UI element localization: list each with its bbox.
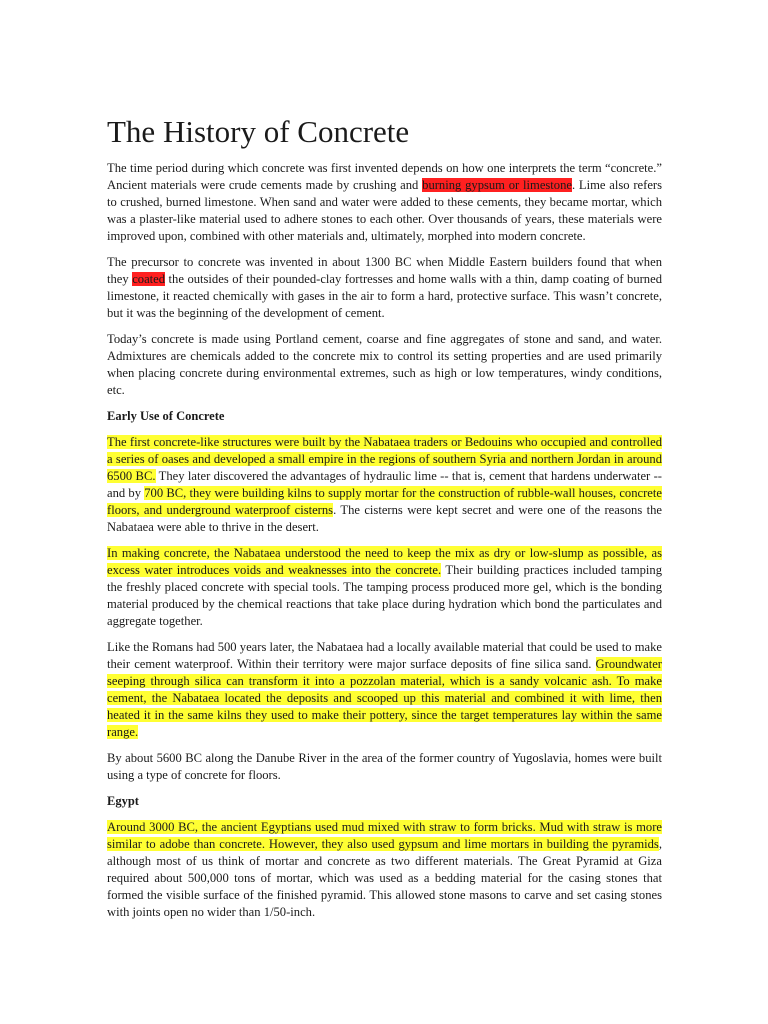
paragraph (107, 819, 662, 921)
text-run: Like the Romans had 500 years later, the Nabataea had a locally available material that could be used to make their cement waterproof. Within their territory were major surface deposits of fine silica sand. (107, 640, 662, 671)
text-run: the outsides of their pounded-clay fortresses and home walls with a thin, damp coating of burned limestone, it reacted chemically with gases in the air to form a hard, protective surface. This wasn’t concrete, but it was the beginning of the development of cement. (107, 272, 662, 320)
section-heading: Early Use of Concrete (107, 409, 225, 423)
paragraph (107, 434, 662, 536)
red-highlight: burning gypsum or limestone (422, 178, 572, 192)
text-run: . Lime also refers to crushed, burned limestone. When sand and water were added to these cements, they became mortar, which was a plaster-like material used to adhere stones to each other. Over thousands of years, these materials were improved upon, combined with other materials and, ultimately, morphed into modern concrete. (107, 178, 663, 243)
text-run: Today’s concrete is made using Portland cement, coarse and fine aggregates of stone and sand, and water. Admixtures are chemicals added to the concrete mix to control its setting properties and are used primarily when placing concrete during environmental extremes, such as high or low temperatures, windy conditions, etc. (107, 332, 662, 397)
text-run: , although most of us think of mortar and concrete as two different materials. The Great Pyramid at Giza required about 500,000 tons of mortar, which was used as a bedding material for the casing stones that formed the visible surface of the finished pyramid. This allowed stone masons to carve and set casing stones with joints open no wider than 1/50-inch. (107, 837, 662, 919)
yellow-highlight: 700 BC, they were building kilns to supply mortar for the construction of rubble-wall houses, concrete floors, and underground waterproof cisterns (107, 486, 662, 517)
document-page (107, 112, 662, 930)
text-run: By about 5600 BC along the Danube River in the area of the former country of Yugoslavia, homes were built using a type of concrete for floors. (107, 751, 662, 782)
text-run: They later discovered the advantages of hydraulic lime -- that is, cement that hardens underwater -- and by (107, 469, 662, 500)
document-title: The History of Concrete (107, 114, 410, 149)
text-run: . The cisterns were kept secret and were one of the reasons the Nabataea were able to thrive in the desert. (107, 503, 662, 534)
section-heading: Egypt (107, 794, 139, 808)
text-run: The precursor to concrete was invented in about 1300 BC when Middle Eastern builders found that when they (107, 255, 662, 286)
yellow-highlight: Around 3000 BC, the ancient Egyptians used mud mixed with straw to form bricks. Mud with straw is more similar to adobe than concrete. However, they also used gypsum and lime mortars in building the pyramids (107, 820, 662, 851)
document-body (107, 160, 662, 921)
paragraph (107, 160, 662, 245)
paragraph (107, 750, 662, 784)
paragraph (107, 545, 662, 630)
yellow-highlight: Groundwater seeping through silica can transform it into a pozzolan material, which is a sandy volcanic ash. To make cement, the Nabataea located the deposits and scooped up this material and combined it with lime, then heated it in the same kilns they used to make their pottery, since the target temperatures lay within the same range. (107, 657, 662, 739)
red-highlight: coated (132, 272, 166, 286)
text-run: The time period during which concrete was first invented depends on how one interprets the term “concrete.” Ancient materials were crude cements made by crushing and (107, 161, 662, 192)
paragraph (107, 254, 662, 322)
paragraph (107, 639, 662, 741)
yellow-highlight: In making concrete, the Nabataea understood the need to keep the mix as dry or low-slump as possible, as excess water introduces voids and weaknesses into the concrete. (107, 546, 662, 577)
paragraph (107, 331, 662, 399)
text-run: Their building practices included tamping the freshly placed concrete with special tools. The tamping process produced more gel, which is the bonding material produced by the chemical reactions that take place during hydration which bond the particulates and aggregate together. (107, 563, 663, 628)
yellow-highlight: The first concrete-like structures were built by the Nabataea traders or Bedouins who occupied and controlled a series of oases and developed a small empire in the regions of southern Syria and northern Jordan in around 6500 BC. (107, 435, 662, 483)
